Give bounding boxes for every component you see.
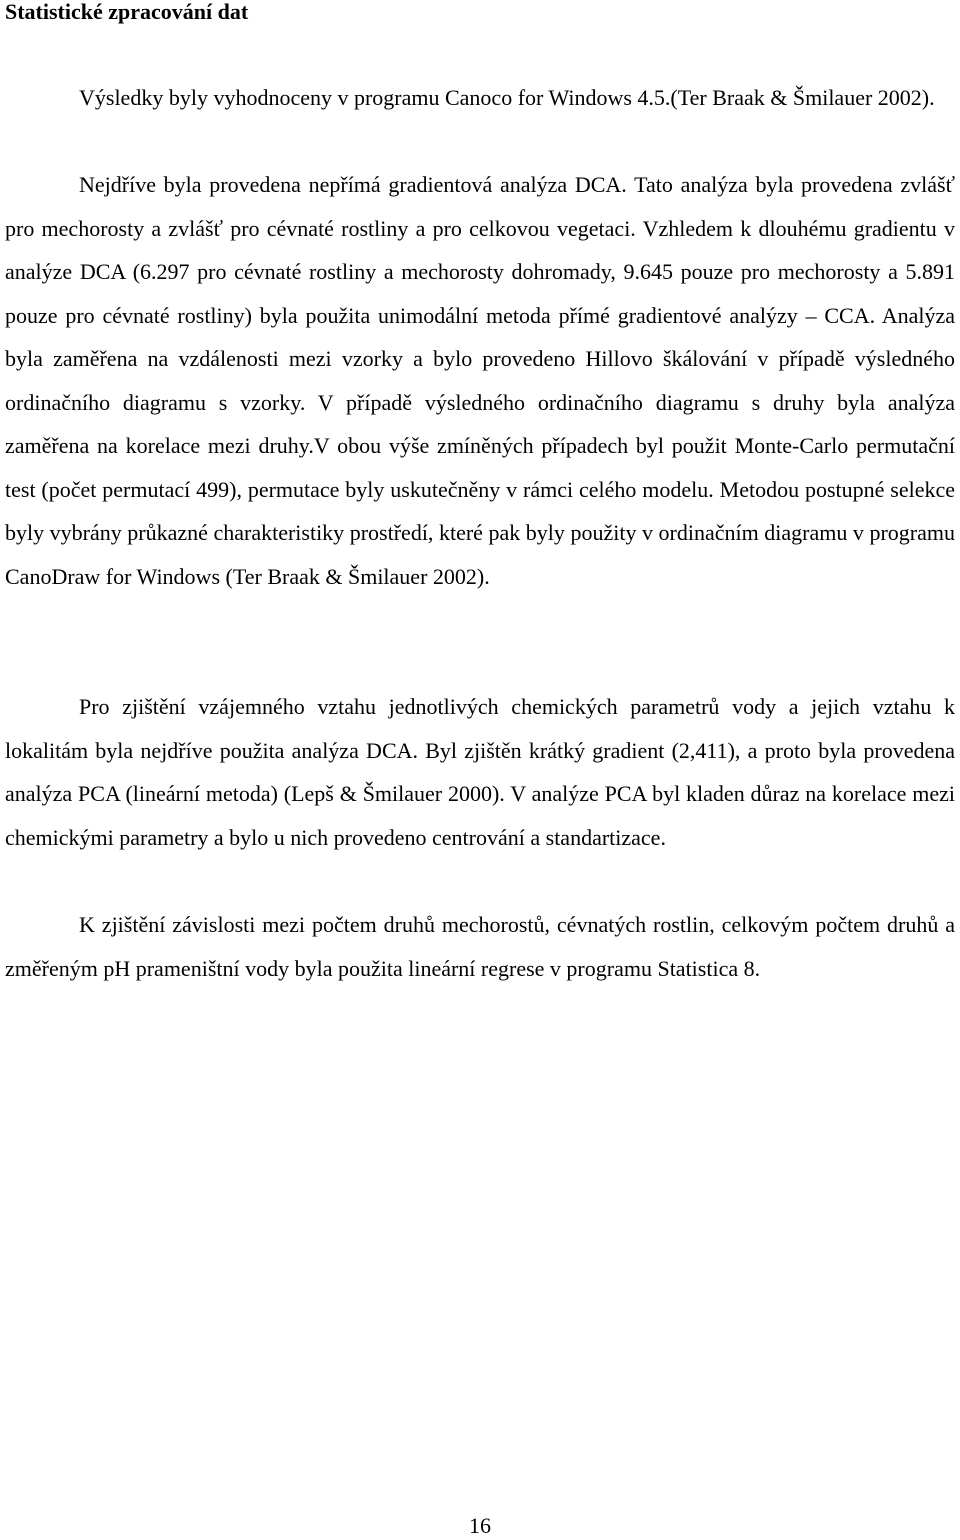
page-number: 16: [469, 1513, 491, 1538]
paragraph-dca-cca: Nejdříve byla provedena nepřímá gradientová analýza DCA. Tato analýza byla provedena zvlášť pro mechorosty a zvlášť pro cévnaté rostliny a pro celkovou vegetaci. Vzhledem k dlouhému gradientu v analýze DCA (6.297 pro cévnaté rostliny a mechorosty dohromady, 9.645 pouze pro mechorosty a 5.891 pouze pro cévnaté rostliny) byla použita unimodální metoda přímé gradientové analýzy – CCA. Analýza byla zaměřena na vzdálenosti mezi vzorky a bylo provedeno Hillovo škálování v případě výsledného ordinačního diagramu s vzorky. V případě výsledného ordinačního diagramu s druhy byla analýza zaměřena na korelace mezi druhy.V obou výše zmíněných případech byl použit Monte-Carlo permutační test (počet permutací 499), permutace byly uskutečněny v rámci celého modelu. Metodou postupné selekce byly vybrány průkazné charakteristiky prostředí, které pak byly použity v ordinačním diagramu v programu CanoDraw for Windows (Ter Braak & Šmilauer 2002).: [5, 172, 955, 589]
paragraph-regression: K zjištění závislosti mezi počtem druhů mechorostů, cévnatých rostlin, celkovým počtem druhů a změřeným pH prameništní vody byla použita lineární regrese v programu Statistica 8.: [5, 912, 955, 981]
paragraph-software: Výsledky byly vyhodnoceny v programu Canoco for Windows 4.5.(Ter Braak & Šmilauer 2002).: [79, 85, 935, 110]
section-heading: Statistické zpracování dat: [5, 0, 249, 24]
paragraph-pca: Pro zjištění vzájemného vztahu jednotlivých chemických parametrů vody a jejich vztahu k lokalitám byla nejdříve použita analýza DCA. Byl zjištěn krátký gradient (2,411), a proto byla provedena analýza PCA (lineární metoda) (Lepš & Šmilauer 2000). V analýze PCA byl kladen důraz na korelace mezi chemickými parametry a bylo u nich provedeno centrování a standartizace.: [5, 694, 955, 850]
